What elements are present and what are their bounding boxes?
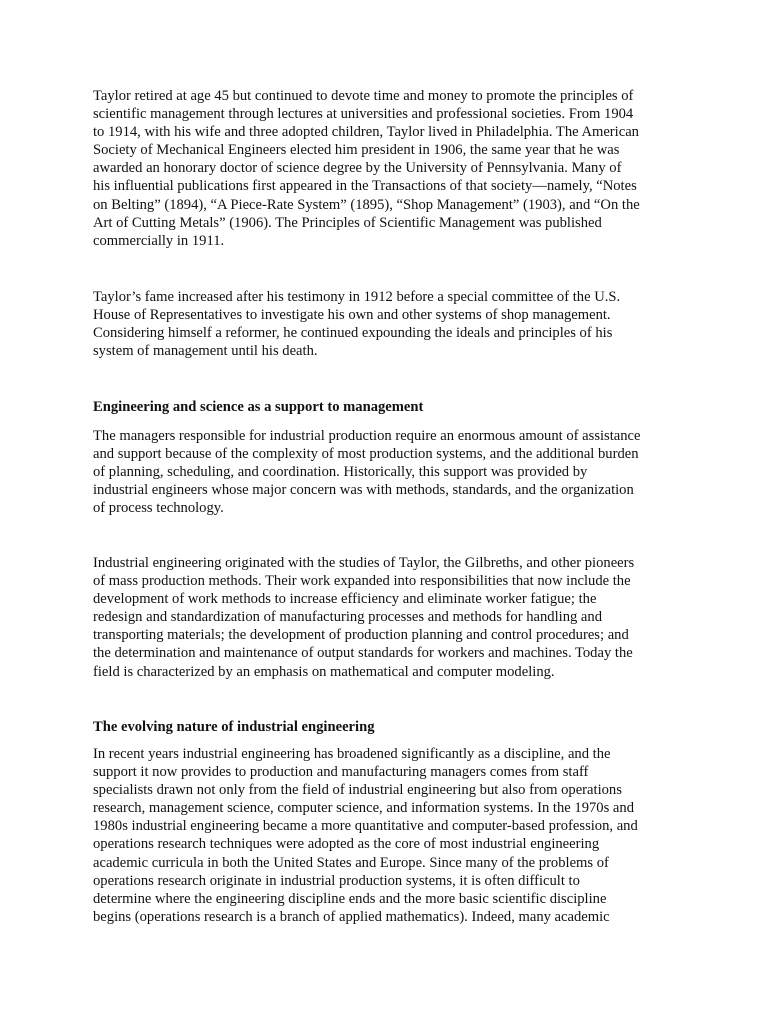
text-line: to 1914, with his wife and three adopted children, Taylor lived in Philadelphia. The American	[93, 124, 639, 141]
text-line: Taylor retired at age 45 but continued to devote time and money to promote the principles of	[93, 88, 634, 104]
text-line: House of Representatives to investigate his own and other systems of shop management.	[93, 307, 611, 324]
text-line: scientific management through lectures at universities and professional societies. From 1904	[93, 106, 634, 123]
text-line: of mass production methods. Their work expanded into responsibilities that now include the	[93, 573, 631, 590]
text-line: specialists drawn not only from the field of industrial engineering but also from operations	[93, 782, 622, 799]
paragraph-recent-years	[93, 745, 681, 926]
paragraph-managers-support	[93, 427, 681, 517]
paragraph-industrial-engineering-origins	[93, 554, 681, 681]
text-line: transporting materials; the development of production planning and control procedures; and	[93, 627, 629, 644]
text-line: field is characterized by an emphasis on mathematical and computer modeling.	[93, 663, 555, 680]
text-line: operations research originate in industrial production systems, it is often difficult to	[93, 872, 580, 889]
text-line: awarded an honorary doctor of science degree by the University of Pennsylvania. Many of	[93, 160, 622, 177]
text-line: In recent years industrial engineering has broadened significantly as a discipline, and the	[93, 746, 611, 762]
text-line: of planning, scheduling, and coordination. Historically, this support was provided by	[93, 464, 588, 481]
text-line: academic curricula in both the United States and Europe. Since many of the problems of	[93, 854, 609, 871]
text-line: 1980s industrial engineering became a more quantitative and computer-based profession, and	[93, 818, 638, 835]
paragraph-taylor-retirement	[93, 87, 681, 250]
text-line: development of work methods to increase efficiency and eliminate worker fatigue; the	[93, 591, 597, 608]
section-heading-engineering-science: Engineering and science as a support to management	[93, 399, 424, 415]
text-line: industrial engineers whose major concern was with methods, standards, and the organization	[93, 482, 634, 499]
text-line: system of management until his death.	[93, 343, 318, 360]
text-line: Art of Cutting Metals” (1906). The Principles of Scientific Management was published	[93, 214, 602, 231]
paragraph-taylor-fame	[93, 288, 681, 360]
text-line: and support because of the complexity of most production systems, and the additional burden	[93, 446, 639, 463]
text-line: Industrial engineering originated with the studies of Taylor, the Gilbreths, and other pioneers	[93, 555, 635, 571]
text-line: commercially in 1911.	[93, 232, 225, 249]
text-line: The managers responsible for industrial production require an enormous amount of assistance	[93, 428, 641, 444]
section-heading-evolving-nature: The evolving nature of industrial engineering	[93, 719, 375, 735]
text-line: Considering himself a reformer, he continued expounding the ideals and principles of his	[93, 325, 613, 342]
text-line: research, management science, computer science, and information systems. In the 1970s and	[93, 800, 634, 817]
text-line: Taylor’s fame increased after his testimony in 1912 before a special committee of the U.S.	[93, 289, 621, 305]
text-line: of process technology.	[93, 500, 224, 517]
text-line: Society of Mechanical Engineers elected him president in 1906, the same year that he was	[93, 142, 620, 159]
text-line: support it now provides to production and manufacturing managers comes from staff	[93, 764, 589, 781]
text-line: on Belting” (1894), “A Piece-Rate System” (1895), “Shop Management” (1903), and “On the	[93, 196, 640, 213]
text-line: his influential publications first appeared in the Transactions of that society—namely, “Notes	[93, 178, 637, 195]
text-line: redesign and standardization of manufacturing processes and methods for handling and	[93, 609, 603, 626]
text-line: begins (operations research is a branch of applied mathematics). Indeed, many academic	[93, 908, 610, 925]
text-line: determine where the engineering discipline ends and the more basic scientific discipline	[93, 890, 607, 907]
text-line: the determination and maintenance of output standards for workers and machines. Today the	[93, 645, 633, 662]
text-line: operations research techniques were adopted as the core of most industrial engineering	[93, 836, 600, 853]
